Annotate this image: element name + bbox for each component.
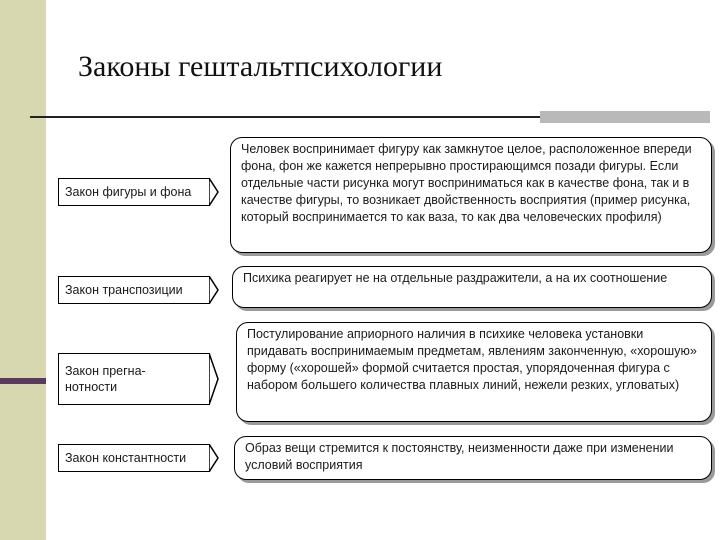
law-label-pregnance (58, 353, 210, 405)
law-description-transposition (232, 266, 712, 308)
law-description-constancy (234, 436, 712, 480)
chevron-right-icon (209, 444, 220, 472)
law-label-text: Закон транспозиции (65, 283, 183, 297)
law-description-text: Образ вещи стремится к постоянству, неизменности даже при изменении условий восприятия (245, 441, 674, 472)
law-description-pregnance (236, 322, 712, 422)
chevron-right-icon (209, 353, 220, 405)
law-description-text: Психика реагирует не на отдельные раздражители, а на их соотношение (243, 271, 668, 285)
law-label-figure-ground (58, 178, 210, 206)
side-bar-accent (0, 378, 46, 384)
law-label-text: Закон константности (65, 451, 187, 465)
law-description-text: Человек воспринимает фигуру как замкнутое целое, расположенное впереди фона, фон же кажется непрерывно простирающимся позади фигуры. Если отдельные части рисунка могут восприниматься как в качестве фона, так и в качестве фигуры, то возникает двойственность восприятия (пример рисунка, который воспринимается то как ваза, то как два человеческих профиля) (241, 142, 692, 224)
law-description-text: Постулирование априорного наличия в психике человека установки придавать воспринимаемым предметам, явлениям законченную, «хорошую» форму («хорошей» формой считается простая, упорядоченная фигура с набором большего количества плавных линий, нежели резких, угловатых) (247, 327, 697, 392)
chevron-right-icon (209, 276, 220, 304)
law-label-text: Закон прегна-нотности (65, 364, 146, 394)
page-title: Законы гештальтпсихологии (78, 50, 443, 83)
decorative-side-bar (0, 0, 46, 540)
title-decoration-block (540, 111, 710, 123)
law-label-constancy (58, 444, 210, 472)
law-description-figure-ground (230, 137, 712, 253)
law-label-transposition (58, 276, 210, 304)
chevron-right-icon (209, 178, 220, 206)
law-label-text: Закон фигуры и фона (65, 185, 192, 199)
